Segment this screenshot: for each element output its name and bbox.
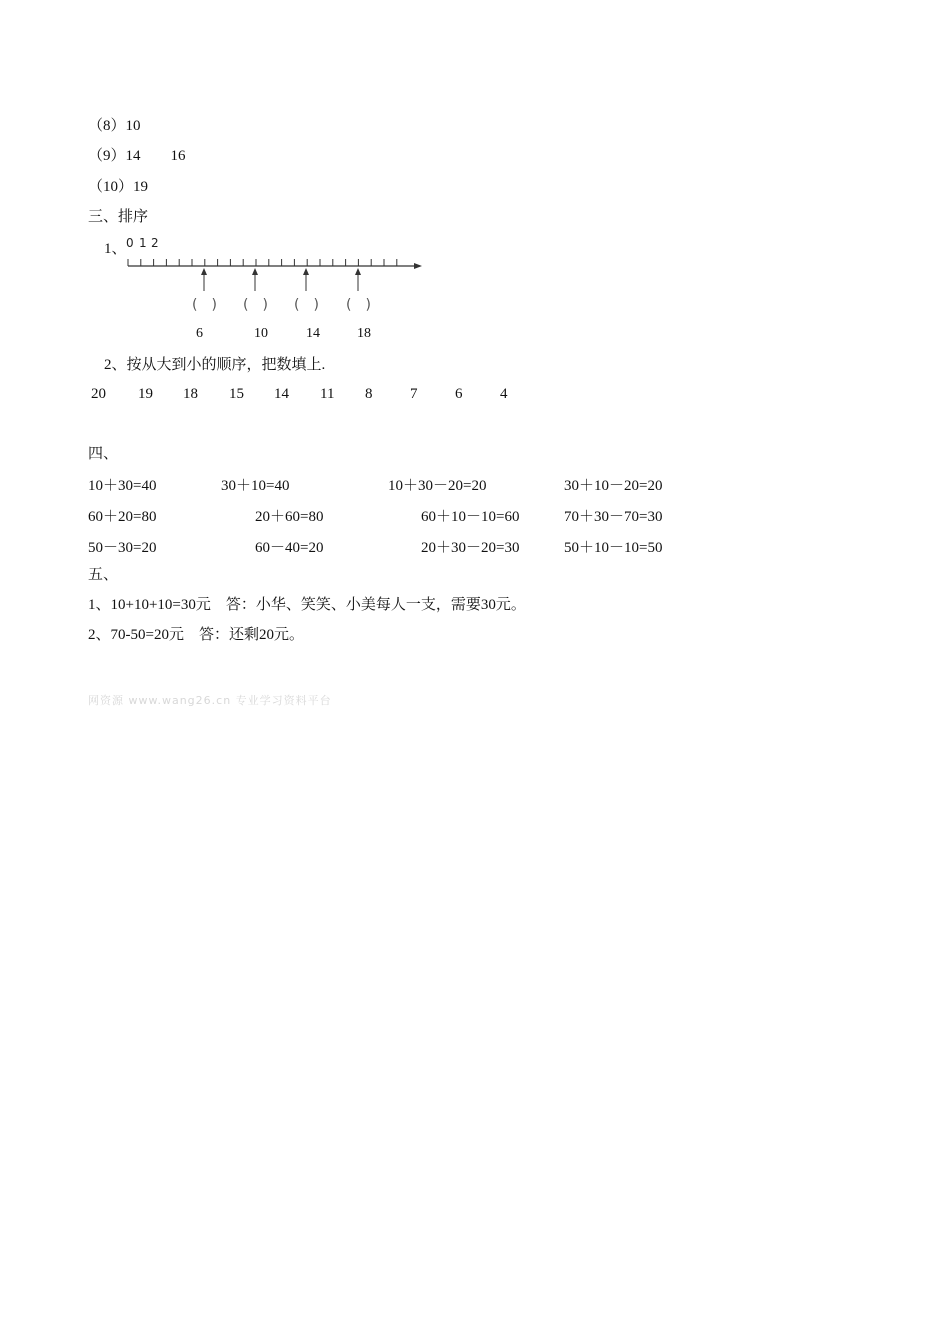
- seq-1: 20: [91, 386, 106, 402]
- arrow-3: [303, 268, 309, 291]
- seq-5: 14: [274, 386, 289, 402]
- arrow-1: [201, 268, 207, 291]
- arrow-4: [355, 268, 361, 291]
- q2-prompt: 2、按从大到小的顺序，把数填上.: [104, 357, 326, 373]
- seq-7: 8: [365, 386, 373, 402]
- eq-1-3: 10＋30－20=20: [388, 478, 487, 494]
- blank-2: ( ): [243, 297, 268, 313]
- nl-answer-2: 10: [254, 326, 268, 341]
- scale-label-2: 2: [151, 236, 159, 250]
- scale-label-0: 0: [126, 236, 134, 250]
- tick-marks: [128, 259, 397, 266]
- arrow-2: [252, 268, 258, 291]
- eq-3-1: 50－30=20: [88, 540, 157, 556]
- eq-2-1: 60＋20=80: [88, 509, 157, 525]
- seq-9: 6: [455, 386, 463, 402]
- section5-item-2: 2、70-50=20元 答：还剩20元。: [88, 627, 304, 643]
- section5-item-1: 1、10+10+10=30元 答：小华、笑笑、小美每人一支，需要30元。: [88, 597, 526, 613]
- seq-3: 18: [183, 386, 198, 402]
- blank-1: ( ): [192, 297, 217, 313]
- section5-heading: 五、: [88, 567, 119, 583]
- eq-2-2: 20＋60=80: [255, 509, 324, 525]
- answer-9: （9）14 16: [88, 148, 186, 164]
- axis-arrow-head: [414, 263, 422, 269]
- blank-3: ( ): [294, 297, 319, 313]
- blank-4: ( ): [346, 297, 371, 313]
- eq-2-3: 60＋10－10=60: [421, 509, 520, 525]
- nl-answer-1: 6: [196, 326, 203, 341]
- number-line: [120, 233, 430, 318]
- eq-3-3: 20＋30－20=30: [421, 540, 520, 556]
- nl-answer-4: 18: [357, 326, 371, 341]
- seq-4: 15: [229, 386, 244, 402]
- section4-heading: 四、: [88, 446, 119, 462]
- seq-10: 4: [500, 386, 508, 402]
- scale-label-1: 1: [139, 236, 147, 250]
- eq-1-4: 30＋10－20=20: [564, 478, 663, 494]
- answer-10: （10）19: [88, 179, 149, 195]
- watermark: 网资源 www.wang26.cn 专业学习资料平台: [88, 694, 332, 707]
- eq-2-4: 70＋30－70=30: [564, 509, 663, 525]
- seq-2: 19: [138, 386, 153, 402]
- seq-8: 7: [410, 386, 418, 402]
- section3-heading: 三、排序: [88, 209, 149, 225]
- eq-3-2: 60－40=20: [255, 540, 324, 556]
- nl-answer-3: 14: [306, 326, 320, 341]
- seq-6: 11: [320, 386, 335, 402]
- answer-8: （8）10: [88, 118, 141, 134]
- eq-3-4: 50＋10－10=50: [564, 540, 663, 556]
- q1-prefix: 1、: [104, 241, 127, 257]
- eq-1-1: 10＋30=40: [88, 478, 157, 494]
- eq-1-2: 30＋10=40: [221, 478, 290, 494]
